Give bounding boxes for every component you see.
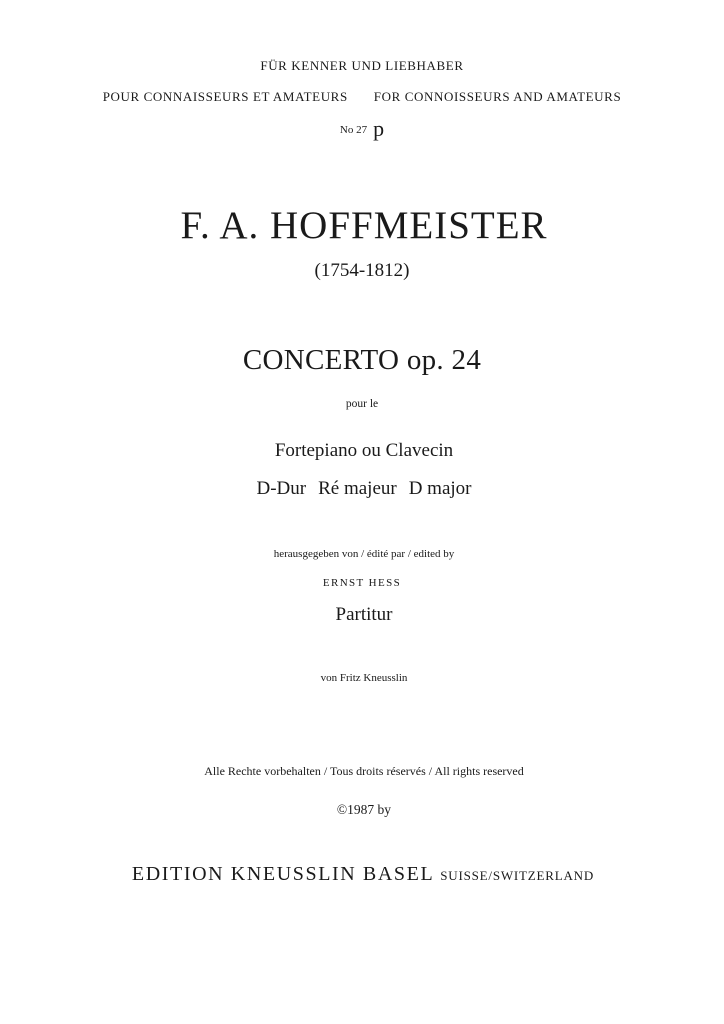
editor-name: ERNST HESS [322, 577, 402, 589]
publisher-name: EDITION KNEUSSLIN BASEL [131, 863, 435, 885]
publisher-country: SUISSE/SWITZERLAND [440, 868, 595, 883]
series-title-french: POUR CONNAISSEURS ET AMATEURS [102, 89, 348, 104]
key-line [2, 478, 724, 500]
series-title-english: FOR CONNOISSEURS AND AMATEURS [373, 89, 622, 104]
composer-name: F. A. HOFFMEISTER [180, 204, 548, 247]
arranger-credit: von Fritz Kneusslin [320, 672, 408, 684]
publisher-line [1, 863, 724, 886]
edited-by-text: herausgegeben von / édité par / edited by [273, 548, 455, 560]
key-french: Ré majeur [318, 478, 397, 499]
copyright-notice: ©1987 by [336, 802, 392, 817]
instrument-text: Fortepiano ou Clavecin [274, 440, 454, 461]
series-title-line [0, 89, 724, 105]
series-number-line [0, 113, 724, 139]
key-german: D-Dur [256, 478, 307, 499]
score-type: Partitur [335, 604, 393, 625]
handwritten-mark: p [373, 116, 385, 141]
series-number: No 27 [339, 124, 368, 136]
pour-le-text: pour le [345, 398, 379, 410]
series-title-german: FÜR KENNER UND LIEBHABER [260, 58, 464, 73]
composer-dates: (1754-1812) [314, 260, 410, 281]
key-english: D major [408, 478, 472, 499]
rights-notice: Alle Rechte vorbehalten / Tous droits réservés / All rights reserved [204, 764, 524, 778]
work-title: CONCERTO op. 24 [242, 344, 482, 376]
